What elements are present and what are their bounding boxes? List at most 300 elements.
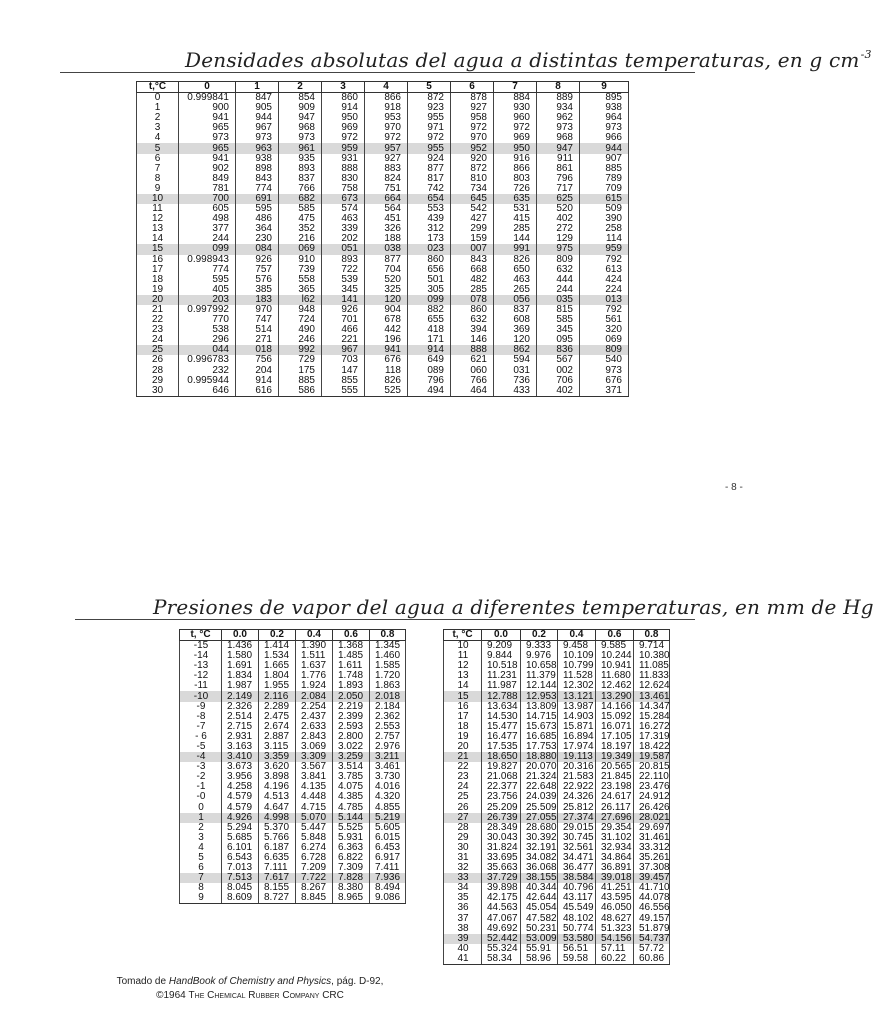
density-value-cell: 877 [408, 164, 451, 174]
vapor-left-value-cell: 1.924 [296, 681, 333, 691]
vapor-right-body [444, 641, 670, 965]
vapor-right-value-cell: 21.324 [521, 772, 558, 782]
density-value-cell: 704 [365, 265, 408, 275]
density-header-cell: 5 [408, 82, 451, 93]
density-temp-cell: 15 [137, 244, 179, 254]
density-value-cell: 585 [537, 315, 580, 325]
vapor-left-value-cell: 4.448 [296, 792, 333, 802]
density-value-cell: 0.997992 [179, 305, 236, 315]
density-header-cell: 3 [322, 82, 365, 93]
vapor-right-value-cell: 9.209 [482, 641, 521, 652]
density-value-cell: 146 [451, 335, 494, 345]
vapor-right-header-row [444, 630, 670, 641]
density-value-cell: 691 [236, 194, 279, 204]
vapor-right-value-cell: 10.518 [482, 661, 521, 671]
vapor-left-table-row [180, 893, 406, 904]
vapor-right-value-cell: 42.644 [521, 893, 558, 903]
density-value-cell: 957 [365, 143, 408, 153]
vapor-left-value-cell: 4.320 [370, 792, 406, 802]
vapor-right-temp-cell: 31 [444, 853, 482, 863]
vapor-left-value-cell: 3.461 [370, 762, 406, 772]
vapor-right-value-cell: 37.308 [634, 863, 670, 873]
vapor-left-value-cell: 4.855 [370, 803, 406, 813]
density-table-row [137, 204, 629, 214]
vapor-left-table-row [180, 863, 406, 873]
density-value-cell: 271 [236, 335, 279, 345]
vapor-right-value-cell: 14.166 [596, 702, 634, 712]
vapor-right-temp-cell: 20 [444, 742, 482, 752]
density-value-cell: 931 [322, 154, 365, 164]
vapor-right-value-cell: 32.561 [558, 843, 596, 853]
footer-prefix: Tomado de [116, 976, 169, 987]
vapor-right-value-cell: 13.634 [482, 702, 521, 712]
vapor-left-value-cell: 2.976 [370, 742, 406, 752]
density-value-cell: 742 [408, 184, 451, 194]
vapor-right-temp-cell: 19 [444, 732, 482, 742]
vapor-left-value-cell: 2.475 [259, 712, 296, 722]
density-value-cell: 320 [580, 325, 629, 335]
density-value-cell: 678 [365, 315, 408, 325]
density-value-cell: 961 [279, 143, 322, 153]
density-value-cell: 973 [537, 123, 580, 133]
density-value-cell: 944 [236, 113, 279, 123]
vapor-right-value-cell: 12.302 [558, 681, 596, 691]
vapor-left-table-row [180, 671, 406, 681]
vapor-left-value-cell: 4.579 [222, 803, 259, 813]
footer-line-2 [60, 989, 440, 1003]
vapor-header-cell: t, °C [180, 630, 222, 641]
vapor-right-value-cell: 29.697 [634, 823, 670, 833]
density-value-cell: 726 [494, 184, 537, 194]
vapor-left-value-cell: 1.720 [370, 671, 406, 681]
vapor-left-value-cell: 2.362 [370, 712, 406, 722]
vapor-left-value-cell: 7.617 [259, 873, 296, 883]
density-table-row [137, 244, 629, 254]
vapor-left-value-cell: 4.385 [333, 792, 370, 802]
density-table-row [137, 325, 629, 335]
density-table-row [137, 315, 629, 325]
density-temp-cell: 14 [137, 234, 179, 244]
vapor-left-value-cell: 7.411 [370, 863, 406, 873]
vapor-left-value-cell: 4.258 [222, 782, 259, 792]
vapor-left-value-cell: 6.187 [259, 843, 296, 853]
density-temp-cell: 23 [137, 325, 179, 335]
vapor-right-value-cell: 17.319 [634, 732, 670, 742]
vapor-right-temp-cell: 34 [444, 883, 482, 893]
density-value-cell: 654 [408, 194, 451, 204]
vapor-right-value-cell: 15.092 [596, 712, 634, 722]
vapor-right-value-cell: 26.426 [634, 803, 670, 813]
vapor-left-value-cell: 1.580 [222, 651, 259, 661]
vapor-left-value-cell: 2.674 [259, 722, 296, 732]
density-title [185, 48, 872, 72]
density-header-cell: t,°C [137, 82, 179, 93]
vapor-left-value-cell: 2.931 [222, 732, 259, 742]
vapor-left-value-cell: 7.013 [222, 863, 259, 873]
density-value-cell: 766 [451, 376, 494, 386]
density-value-cell: 265 [494, 285, 537, 295]
vapor-right-value-cell: 16.272 [634, 722, 670, 732]
density-value-cell: 415 [494, 214, 537, 224]
density-value-cell: 872 [408, 93, 451, 104]
density-table-row [137, 164, 629, 174]
density-value-cell: 962 [537, 113, 580, 123]
density-value-cell: 935 [279, 154, 322, 164]
vapor-right-value-cell: 23.476 [634, 782, 670, 792]
density-value-cell: 183 [236, 295, 279, 305]
density-temp-cell: 4 [137, 133, 179, 143]
density-temp-cell: 19 [137, 285, 179, 295]
density-value-cell: 427 [451, 214, 494, 224]
vapor-right-value-cell: 40.796 [558, 883, 596, 893]
density-temp-cell: 2 [137, 113, 179, 123]
vapor-right-value-cell: 25.209 [482, 803, 521, 813]
density-value-cell: 095 [537, 335, 580, 345]
density-value-cell: 734 [451, 184, 494, 194]
vapor-right-value-cell: 17.105 [596, 732, 634, 742]
vapor-right-value-cell: 43.117 [558, 893, 596, 903]
vapor-right-value-cell: 48.627 [596, 914, 634, 924]
vapor-right-value-cell: 34.082 [521, 853, 558, 863]
vapor-left-value-cell: 6.363 [333, 843, 370, 853]
density-value-cell: 175 [279, 366, 322, 376]
vapor-left-value-cell: 4.785 [333, 803, 370, 813]
density-value-cell: 463 [322, 214, 365, 224]
density-value-cell: 934 [537, 103, 580, 113]
vapor-left-value-cell: 5.219 [370, 813, 406, 823]
density-value-cell: 815 [537, 305, 580, 315]
density-value-cell: 625 [537, 194, 580, 204]
density-value-cell: 923 [408, 103, 451, 113]
vapor-left-value-cell: 6.543 [222, 853, 259, 863]
density-value-cell: 490 [279, 325, 322, 335]
vapor-left-value-cell: 8.727 [259, 893, 296, 904]
vapor-right-value-cell: 39.018 [596, 873, 634, 883]
density-value-cell: 709 [580, 184, 629, 194]
density-value-cell: 538 [179, 325, 236, 335]
density-value-cell: 837 [279, 174, 322, 184]
vapor-left-value-cell: 8.380 [333, 883, 370, 893]
vapor-left-value-cell: 1.665 [259, 661, 296, 671]
vapor-right-value-cell: 34.471 [558, 853, 596, 863]
vapor-right-value-cell: 9.844 [482, 651, 521, 661]
vapor-left-value-cell: 2.553 [370, 722, 406, 732]
density-value-cell: 878 [451, 93, 494, 104]
vapor-left-value-cell: 6.728 [296, 853, 333, 863]
vapor-left-table-row [180, 752, 406, 762]
vapor-right-temp-cell: 41 [444, 954, 482, 965]
density-value-cell: 792 [580, 255, 629, 265]
density-value-cell: 078 [451, 295, 494, 305]
density-value-cell: 056 [494, 295, 537, 305]
density-value-cell: 232 [179, 366, 236, 376]
density-value-cell: 520 [365, 275, 408, 285]
vapor-right-value-cell: 46.556 [634, 903, 670, 913]
vapor-right-value-cell: 23.756 [482, 792, 521, 802]
density-value-cell: 141 [322, 295, 365, 305]
density-value-cell: 774 [179, 265, 236, 275]
vapor-right-value-cell: 32.934 [596, 843, 634, 853]
vapor-left-value-cell: 8.609 [222, 893, 259, 904]
density-value-cell: 444 [537, 275, 580, 285]
density-value-cell: 377 [179, 224, 236, 234]
vapor-right-value-cell: 20.565 [596, 762, 634, 772]
density-table-row [137, 113, 629, 123]
vapor-right-value-cell: 21.583 [558, 772, 596, 782]
vapor-right-value-cell: 35.261 [634, 853, 670, 863]
density-header-cell: 1 [236, 82, 279, 93]
vapor-right-value-cell: 16.894 [558, 732, 596, 742]
vapor-left-value-cell: 4.513 [259, 792, 296, 802]
density-value-cell: 114 [580, 234, 629, 244]
density-value-cell: 960 [494, 113, 537, 123]
vapor-left-table-row [180, 661, 406, 671]
vapor-right-value-cell: 24.912 [634, 792, 670, 802]
vapor-right-value-cell: 30.392 [521, 833, 558, 843]
density-value-cell: 758 [322, 184, 365, 194]
density-value-cell: 069 [279, 244, 322, 254]
vapor-right-value-cell: 14.903 [558, 712, 596, 722]
density-value-cell: 494 [408, 386, 451, 397]
density-value-cell: 221 [322, 335, 365, 345]
vapor-right-value-cell: 10.244 [596, 651, 634, 661]
density-value-cell: 402 [537, 386, 580, 397]
vapor-right-value-cell: 10.799 [558, 661, 596, 671]
vapor-left-temp-cell: -5 [180, 742, 222, 752]
density-value-cell: 757 [236, 265, 279, 275]
density-value-cell: 463 [494, 275, 537, 285]
vapor-right-temp-cell: 27 [444, 813, 482, 823]
density-table-row [137, 194, 629, 204]
vapor-right-value-cell: 54.737 [634, 934, 670, 944]
vapor-right-value-cell: 24.617 [596, 792, 634, 802]
vapor-left-table-row [180, 853, 406, 863]
vapor-right-value-cell: 17.974 [558, 742, 596, 752]
footer-company: The Chemical Rubber Company [188, 990, 320, 1001]
vapor-right-value-cell: 28.349 [482, 823, 521, 833]
density-temp-cell: 12 [137, 214, 179, 224]
vapor-right-value-cell: 13.121 [558, 691, 596, 701]
vapor-right-value-cell: 16.477 [482, 732, 521, 742]
vapor-left-table-row [180, 712, 406, 722]
vapor-right-value-cell: 50.231 [521, 924, 558, 934]
vapor-left-table-row [180, 823, 406, 833]
density-table-row [137, 376, 629, 386]
density-value-cell: 898 [236, 164, 279, 174]
density-temp-cell: 10 [137, 194, 179, 204]
footer-book-title: HandBook of Chemistry and Physics [168, 976, 332, 987]
density-value-cell: 905 [236, 103, 279, 113]
vapor-left-value-cell: 3.022 [333, 742, 370, 752]
vapor-right-value-cell: 18.197 [596, 742, 634, 752]
vapor-right-temp-cell: 40 [444, 944, 482, 954]
vapor-left-value-cell: 1.637 [296, 661, 333, 671]
density-value-cell: 826 [494, 255, 537, 265]
vapor-right-temp-cell: 29 [444, 833, 482, 843]
vapor-left-value-cell: 2.219 [333, 702, 370, 712]
density-value-cell: 910 [279, 255, 322, 265]
density-value-cell: 339 [322, 224, 365, 234]
vapor-right-value-cell: 24.326 [558, 792, 596, 802]
density-temp-cell: 0 [137, 93, 179, 104]
vapor-left-value-cell: 7.513 [222, 873, 259, 883]
vapor-right-value-cell: 30.043 [482, 833, 521, 843]
density-table-row [137, 103, 629, 113]
density-value-cell: 810 [451, 174, 494, 184]
density-value-cell: 118 [365, 366, 408, 376]
vapor-right-value-cell: 14.347 [634, 702, 670, 712]
density-value-cell: 509 [580, 204, 629, 214]
vapor-left-value-cell: 7.828 [333, 873, 370, 883]
vapor-right-temp-cell: 26 [444, 803, 482, 813]
vapor-right-value-cell: 14.715 [521, 712, 558, 722]
density-table-row [137, 234, 629, 244]
vapor-left-value-cell: 2.050 [333, 691, 370, 701]
vapor-left-temp-cell: 4 [180, 843, 222, 853]
density-value-cell: 700 [179, 194, 236, 204]
vapor-left-temp-cell: -11 [180, 681, 222, 691]
vapor-table-left [179, 629, 406, 904]
vapor-left-value-cell: 2.887 [259, 732, 296, 742]
density-value-cell: 613 [580, 265, 629, 275]
density-value-cell: 616 [236, 386, 279, 397]
density-value-cell: 159 [451, 234, 494, 244]
density-value-cell: 188 [365, 234, 408, 244]
density-value-cell: 520 [537, 204, 580, 214]
density-value-cell: 729 [279, 355, 322, 365]
density-value-cell: 975 [537, 244, 580, 254]
vapor-left-value-cell: 8.494 [370, 883, 406, 893]
density-value-cell: 909 [279, 103, 322, 113]
vapor-left-value-cell: 1.534 [259, 651, 296, 661]
density-value-cell: 501 [408, 275, 451, 285]
vapor-right-value-cell: 24.039 [521, 792, 558, 802]
vapor-left-value-cell: 2.116 [259, 691, 296, 701]
density-value-cell: 621 [451, 355, 494, 365]
density-value-cell: 385 [236, 285, 279, 295]
density-value-cell: 0.996783 [179, 355, 236, 365]
density-value-cell: 561 [580, 315, 629, 325]
vapor-left-table-row [180, 772, 406, 782]
vapor-left-value-cell: 6.453 [370, 843, 406, 853]
density-value-cell: 031 [494, 366, 537, 376]
vapor-left-value-cell: 1.414 [259, 641, 296, 652]
vapor-right-value-cell: 11.680 [596, 671, 634, 681]
footer-copyright: ©1964 [156, 990, 189, 1001]
density-value-cell: 018 [236, 345, 279, 355]
vapor-right-value-cell: 19.827 [482, 762, 521, 772]
density-value-cell: 918 [365, 103, 408, 113]
density-value-cell: 889 [537, 93, 580, 104]
density-value-cell: 930 [494, 103, 537, 113]
vapor-right-value-cell: 12.953 [521, 691, 558, 701]
vapor-right-value-cell: 47.582 [521, 914, 558, 924]
vapor-right-value-cell: 52.442 [482, 934, 521, 944]
vapor-title-rule [75, 619, 695, 620]
density-value-cell: 539 [322, 275, 365, 285]
vapor-right-value-cell: 41.251 [596, 883, 634, 893]
density-value-cell: 585 [279, 204, 322, 214]
vapor-header-cell: 0.2 [521, 630, 558, 641]
density-value-cell: 0.995944 [179, 376, 236, 386]
density-value-cell: 953 [365, 113, 408, 123]
vapor-left-table-row [180, 792, 406, 802]
density-value-cell: 574 [322, 204, 365, 214]
density-value-cell: 216 [279, 234, 322, 244]
vapor-right-temp-cell: 38 [444, 924, 482, 934]
vapor-right-temp-cell: 33 [444, 873, 482, 883]
density-value-cell: 849 [179, 174, 236, 184]
density-value-cell: 706 [537, 376, 580, 386]
density-temp-cell: 30 [137, 386, 179, 397]
density-value-cell: 837 [494, 305, 537, 315]
density-value-cell: 964 [580, 113, 629, 123]
vapor-left-table-row [180, 833, 406, 843]
density-value-cell: 564 [365, 204, 408, 214]
vapor-right-value-cell: 15.477 [482, 722, 521, 732]
density-temp-cell: 7 [137, 164, 179, 174]
density-value-cell: 0.999841 [179, 93, 236, 104]
vapor-header-cell: 0.6 [596, 630, 634, 641]
vapor-right-value-cell: 54.156 [596, 934, 634, 944]
vapor-left-value-cell: 2.184 [370, 702, 406, 712]
vapor-right-value-cell: 49.692 [482, 924, 521, 934]
density-value-cell: 904 [365, 305, 408, 315]
density-value-cell: 969 [494, 133, 537, 143]
density-value-cell: 766 [279, 184, 322, 194]
density-temp-cell: 17 [137, 265, 179, 275]
vapor-right-value-cell: 21.845 [596, 772, 634, 782]
vapor-left-value-cell: 8.045 [222, 883, 259, 893]
density-value-cell: 466 [322, 325, 365, 335]
density-value-cell: 244 [179, 234, 236, 244]
density-value-cell: 312 [408, 224, 451, 234]
vapor-right-temp-cell: 23 [444, 772, 482, 782]
vapor-right-value-cell: 14.530 [482, 712, 521, 722]
vapor-right-table-row [444, 934, 670, 944]
vapor-left-value-cell: 3.673 [222, 762, 259, 772]
density-value-cell: 645 [451, 194, 494, 204]
vapor-left-value-cell: 2.633 [296, 722, 333, 732]
vapor-header-cell: 0.0 [482, 630, 521, 641]
density-value-cell: 900 [179, 103, 236, 113]
vapor-right-value-cell: 27.696 [596, 813, 634, 823]
vapor-right-value-cell: 44.078 [634, 893, 670, 903]
density-value-cell: 860 [322, 93, 365, 104]
vapor-right-value-cell: 42.175 [482, 893, 521, 903]
density-header-cell: 0 [179, 82, 236, 93]
density-value-cell: 927 [365, 154, 408, 164]
density-value-cell: 966 [580, 133, 629, 143]
vapor-left-value-cell: 2.399 [333, 712, 370, 722]
vapor-left-table-row [180, 702, 406, 712]
density-value-cell: 244 [537, 285, 580, 295]
vapor-left-value-cell: 4.647 [259, 803, 296, 813]
vapor-left-value-cell: 5.144 [333, 813, 370, 823]
density-value-cell: 970 [365, 123, 408, 133]
vapor-right-value-cell: 25.812 [558, 803, 596, 813]
vapor-left-value-cell: 6.015 [370, 833, 406, 843]
density-table-row [137, 154, 629, 164]
vapor-left-value-cell: 5.447 [296, 823, 333, 833]
vapor-right-value-cell: 10.941 [596, 661, 634, 671]
page-number: - 8 - [725, 482, 743, 493]
vapor-left-table-row [180, 843, 406, 853]
density-value-cell: 038 [365, 244, 408, 254]
vapor-left-value-cell: 5.605 [370, 823, 406, 833]
density-value-cell: 872 [451, 164, 494, 174]
vapor-left-value-cell: 3.211 [370, 752, 406, 762]
